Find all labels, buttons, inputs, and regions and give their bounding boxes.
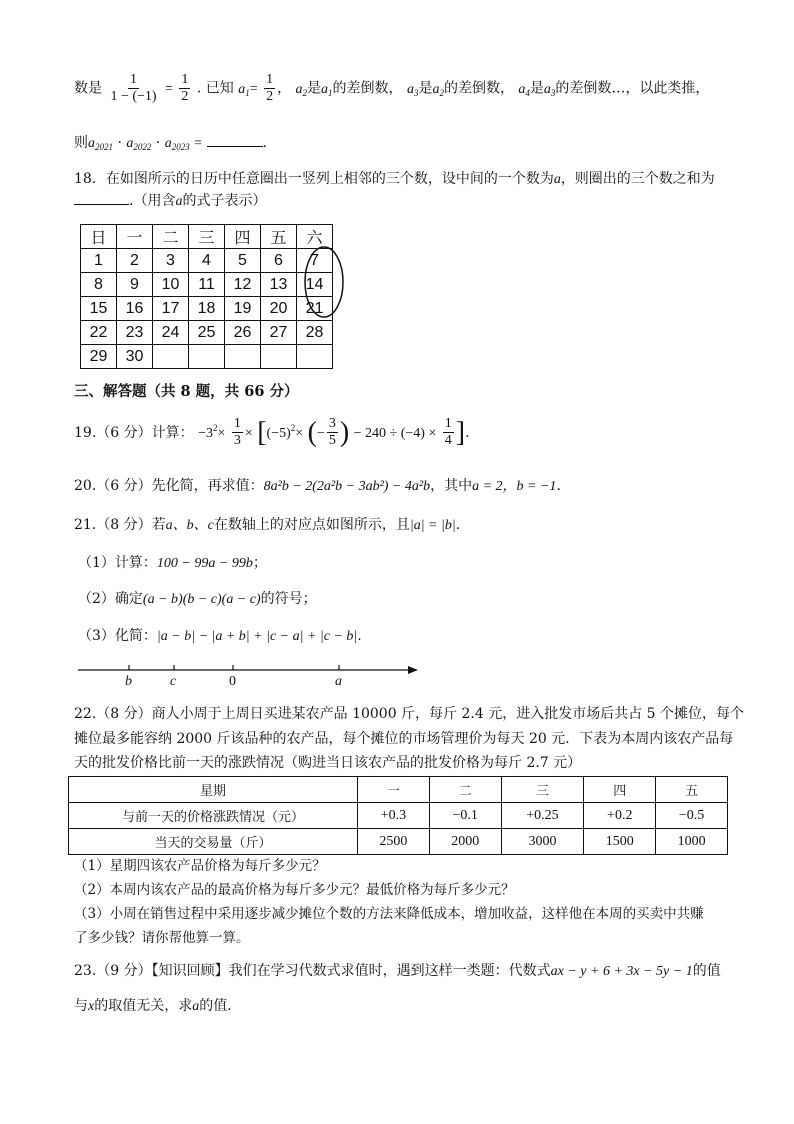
q17-text: 数是: [74, 80, 102, 97]
calendar-weekday: 五: [261, 225, 297, 249]
calendar-day: 14: [297, 273, 333, 297]
section-3-heading: 三、解答题（共 8 题，共 66 分）: [74, 383, 299, 400]
calendar-day: [153, 345, 189, 369]
calendar-weekday: 一: [117, 225, 153, 249]
calendar-weekday: 日: [81, 225, 117, 249]
q17-answer-blank[interactable]: [207, 146, 263, 147]
calendar-day: 23: [117, 321, 153, 345]
calendar-day: [225, 345, 261, 369]
table-cell: −0.5: [656, 803, 728, 829]
calendar-day: 24: [153, 321, 189, 345]
q23-line1: 23.（9 分）【知识回顾】我们在学习代数式求值时，遇到这样一类题：代数式ax − y + 6 + 3x − 5y − 1的值: [74, 963, 721, 979]
calendar-day: [189, 345, 225, 369]
table-row: [69, 777, 728, 803]
calendar-weekday: 三: [189, 225, 225, 249]
calendar-day: 19: [225, 297, 261, 321]
calendar-day: 11: [189, 273, 225, 297]
table-header: 一: [358, 777, 430, 803]
calendar-day: 30: [117, 345, 153, 369]
q17-fraction-3: $\frac{1}{2}$: [266, 72, 274, 105]
table-cell: 3000: [501, 829, 584, 855]
calendar-day: 1: [81, 249, 117, 273]
table-cell: +0.3: [358, 803, 430, 829]
calendar-day: 21: [297, 297, 333, 321]
calendar-day: 13: [261, 273, 297, 297]
table-header: 三: [501, 777, 584, 803]
q21: 21.（8 分）若a、b、c在数轴上的对应点如图所示，且|a| = |b|.: [74, 517, 461, 533]
q17-fraction-2: $\frac{1}{2}$: [181, 72, 189, 105]
calendar-day: 2: [117, 249, 153, 273]
number-line: [70, 660, 430, 694]
q17-line1: 数是 $\frac{1}{1 - (-1)}$ = $\frac{1}{2}$ . 已知 $a_1=$ $\frac{1}{2}$ ， $a_2$是$a_1$的差倒数， $a_3$是$a_2$的差倒数， $a_4$是$a_3$的差倒数…，以此类推，: [74, 72, 710, 105]
table-cell: −0.1: [429, 803, 501, 829]
q18-line2: .（用含a的式子表示）: [74, 193, 266, 211]
q22-line1: 22.（8 分）商人小周于上周日买进某农产品 10000 斤，每斤 2.4 元，进入批发市场后共占 5 个摊位，每个: [74, 706, 745, 722]
calendar-day: 5: [225, 249, 261, 273]
calendar-day: [297, 345, 333, 369]
q21-part3: （3）化简：|a − b| − |a + b| + |c − a| + |c − b|.: [78, 628, 362, 644]
calendar-day: 18: [189, 297, 225, 321]
q19: 19.（6 分）计算： $-3^2\times$ $\frac{1}{3}$ × [$(-5)^2\times$ (− $\frac{3}{5}$ ) − 240 ÷ (−4) × $\frac{1}{4}$ ].: [74, 416, 470, 449]
axis-label-a: a: [335, 674, 342, 689]
calendar-weekday: 二: [153, 225, 189, 249]
calendar-day: 17: [153, 297, 189, 321]
calendar-table: [80, 224, 333, 369]
q20: 20.（6 分）先化简，再求值：8a²b − 2(2a²b − 3ab²) − 4a²b，其中a = 2，b = −1.: [74, 478, 561, 494]
calendar-day: 29: [81, 345, 117, 369]
calendar-day: 22: [81, 321, 117, 345]
q21-part2: （2）确定(a − b)(b − c)(a − c)的符号；: [78, 591, 317, 607]
table-cell: 2000: [429, 829, 501, 855]
q18-answer-blank[interactable]: [74, 204, 129, 205]
calendar-weekday: 四: [225, 225, 261, 249]
q22-part1: （1）星期四该农产品价格为每斤多少元？: [74, 858, 326, 874]
q17-fraction-1: $\frac{1}{1 - (-1)}$: [110, 72, 157, 105]
table-cell: 1000: [656, 829, 728, 855]
table-cell: 2500: [358, 829, 430, 855]
calendar-day: 26: [225, 321, 261, 345]
table-cell: 与前一天的价格涨跌情况（元）: [69, 803, 358, 829]
table-cell: 当天的交易量（斤）: [69, 829, 358, 855]
calendar-week-row: [81, 297, 333, 321]
price-table: [68, 776, 728, 855]
q18-line1: 18．在如图所示的日历中任意圈出一竖列上相邻的三个数，设中间的一个数为a，则圈出的三个数之和为: [74, 171, 715, 187]
calendar-day: 20: [261, 297, 297, 321]
q22-part2: （2）本周内该农产品的最高价格为每斤多少元？最低价格为每斤多少元？: [74, 882, 515, 898]
table-header: 二: [429, 777, 501, 803]
table-header: 星期: [69, 777, 358, 803]
table-row: [69, 803, 728, 829]
calendar-day: 27: [261, 321, 297, 345]
calendar-week-row: [81, 321, 333, 345]
calendar-week-row: [81, 273, 333, 297]
q22-part3-line2: 了多少钱？请你帮他算一算。: [74, 930, 250, 946]
calendar-day: 8: [81, 273, 117, 297]
calendar-week-row: [81, 345, 333, 369]
q17-line2: 则$a_{2021} \cdot a_{2022} \cdot a_{2023}$ = .: [74, 135, 267, 152]
calendar-day: 6: [261, 249, 297, 273]
calendar-day: 10: [153, 273, 189, 297]
q22-line2: 摊位最多能容纳 2000 斤该品种的农产品，每个摊位的市场管理价为每天 20 元．下表为本周内该农产品每: [74, 731, 734, 747]
calendar-day: 16: [117, 297, 153, 321]
axis-label-b: b: [125, 674, 132, 689]
calendar-day: 3: [153, 249, 189, 273]
q22-part3-line1: （3）小周在销售过程中采用逐步减少摊位个数的方法来降低成本，增加收益，这样他在本周的买卖中共赚: [74, 906, 704, 922]
q23-line2: 与x的取值无关，求a的值.: [74, 998, 232, 1014]
calendar-week-row: [81, 249, 333, 273]
calendar-day: [261, 345, 297, 369]
table-cell: +0.2: [584, 803, 656, 829]
calendar-weekday: 六: [297, 225, 333, 249]
calendar-day: 28: [297, 321, 333, 345]
table-cell: 1500: [584, 829, 656, 855]
calendar-day: 25: [189, 321, 225, 345]
axis-label-c: c: [170, 674, 177, 689]
q21-part1: （1）计算：100 − 99a − 99b；: [78, 555, 267, 571]
table-header: 五: [656, 777, 728, 803]
q22-line3: 天的批发价格比前一天的涨跌情况（购进当日该农产品的批发价格为每斤 2.7 元）: [74, 755, 582, 771]
calendar-day: 15: [81, 297, 117, 321]
calendar-day: 12: [225, 273, 261, 297]
calendar-day: 7: [297, 249, 333, 273]
axis-label-zero: 0: [229, 674, 236, 689]
table-header: 四: [584, 777, 656, 803]
table-row: [69, 829, 728, 855]
calendar-day: 9: [117, 273, 153, 297]
calendar-header-row: [81, 225, 333, 249]
table-cell: +0.25: [501, 803, 584, 829]
calendar-day: 4: [189, 249, 225, 273]
calendar-circle: [300, 244, 348, 320]
